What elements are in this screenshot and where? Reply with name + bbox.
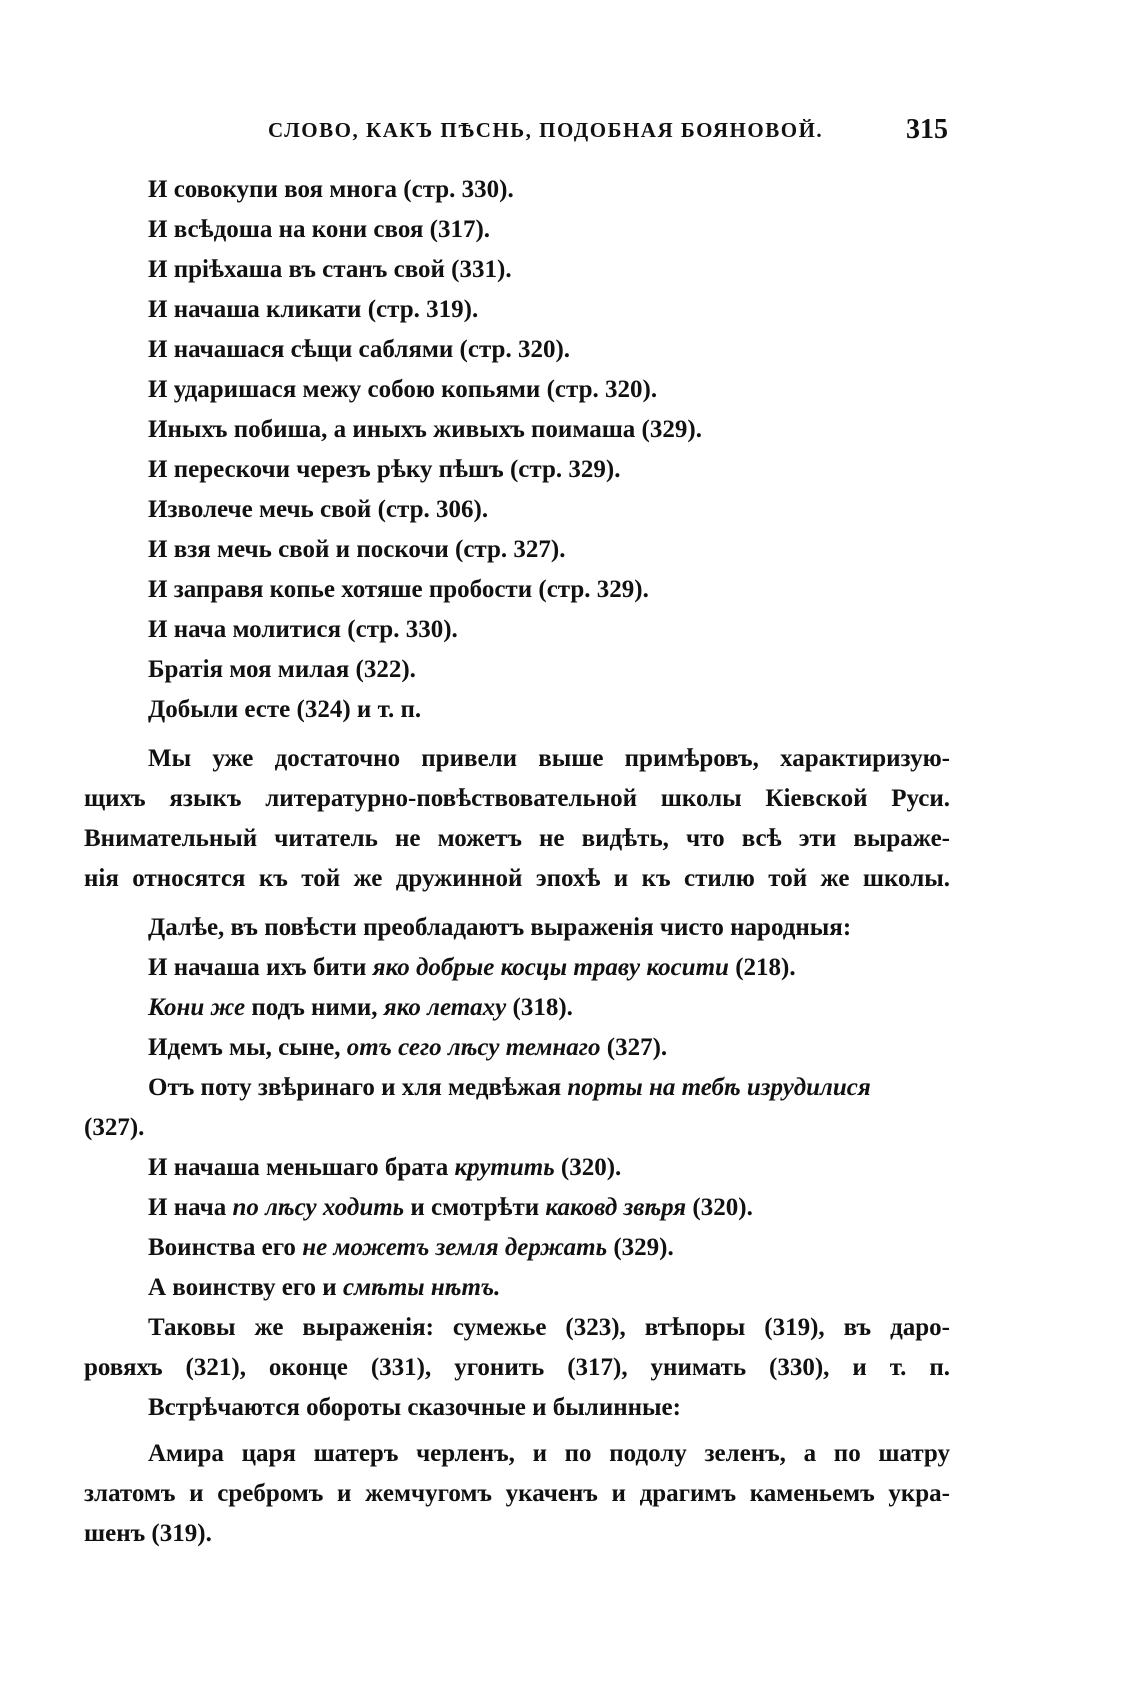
- folk-section-cont: [84, 1148, 950, 1308]
- folk-example: Отъ поту звѣринаго и хля медвѣжая порты на тебѣ изрудилися: [148, 1074, 871, 1101]
- example-list: [84, 170, 950, 730]
- paragraph-dialect: [84, 739, 950, 899]
- example-line: И всѣдоша на кони своя (317).: [148, 216, 491, 243]
- folk-example: А воинству его и смѣты нѣтъ.: [148, 1274, 501, 1301]
- example-line: И взя мечь свой и поскочи (стр. 327).: [148, 536, 566, 563]
- paragraph-line: ровяхъ (321), оконце (331), угонить (317), унимать (330), и т. п.: [84, 1354, 950, 1381]
- paragraph-line: Мы уже достаточно привели выше примѣровъ, характиризую-: [148, 745, 950, 772]
- example-line: И начаша кликати (стр. 319).: [148, 296, 479, 323]
- paragraph-line: Таковы же выраженія: сумежье (323), втѣпоры (319), въ даро-: [148, 1314, 950, 1341]
- folk-example: И начаша меньшаго брата крутить (320).: [148, 1154, 622, 1181]
- paragraph-line: нія относятся къ той же дружинной эпохѣ и къ стилю той же школы.: [84, 865, 950, 892]
- folk-example: И начаша ихъ бити яко добрые косцы траву косити (218).: [148, 954, 796, 981]
- page-number: 315: [906, 114, 948, 145]
- paragraph-line: Внимательный читатель не можетъ не видѣть, что всѣ эти выраже-: [84, 825, 950, 852]
- section-intro: Далѣе, въ повѣсти преобладаютъ выраженія чисто народныя:: [148, 914, 852, 941]
- folk-example: Воинства его не можетъ земля держать (329).: [148, 1234, 674, 1261]
- example-line: И ударишася межу собою копьями (стр. 320).: [148, 376, 658, 403]
- paragraph-line: златомъ и сребромъ и жемчугомъ укаченъ и драгимъ каменьемъ укра-: [84, 1480, 950, 1507]
- example-line: И совокупи воя многа (стр. 330).: [148, 176, 514, 203]
- example-line: Братія моя милая (322).: [148, 656, 416, 683]
- example-line: Иныхъ побиша, а иныхъ живыхъ поимаша (329).: [148, 416, 702, 443]
- example-line: И пріѣхаша въ станъ свой (331).: [148, 256, 512, 283]
- running-head: СЛОВО, КАКЪ ПѢСНЬ, ПОДОБНАЯ БОЯНОВОЙ.: [268, 118, 824, 142]
- paragraph-line: Амира царя шатеръ черленъ, и по подолу зеленъ, а по шатру: [148, 1440, 950, 1467]
- example-line: И начашася сѣщи саблями (стр. 320).: [148, 336, 571, 363]
- folk-example: Кони же подъ ними, яко летаху (318).: [148, 994, 573, 1021]
- example-line: Добыли есте (324) и т. п.: [148, 696, 422, 723]
- page-header: [268, 114, 948, 158]
- section-intro: Встрѣчаются обороты сказочные и былинные:: [148, 1394, 681, 1421]
- folk-example-continuation: (327).: [84, 1114, 145, 1141]
- folk-example: Идемъ мы, сыне, отъ сего лѣсу темнаго (327).: [148, 1034, 668, 1061]
- body-text: [84, 170, 950, 1554]
- folk-section: [84, 908, 950, 1108]
- paragraph-line: шенъ (319).: [84, 1520, 212, 1547]
- folk-example: И нача по лѣсу ходить и смотрѣти каковд звѣря (320).: [148, 1194, 753, 1221]
- example-line: Изволече мечь свой (стр. 306).: [148, 496, 489, 523]
- example-line: И нача молитися (стр. 330).: [148, 616, 458, 643]
- example-line: И перескочи черезъ рѣку пѣшъ (стр. 329).: [148, 456, 621, 483]
- paragraph-tale: [84, 1434, 950, 1554]
- paragraph-words: [84, 1308, 950, 1388]
- example-line: И заправя копье хотяше пробости (стр. 329).: [148, 576, 649, 603]
- paragraph-line: щихъ языкъ литературно-повѣствовательной школы Кіевской Руси.: [84, 785, 950, 812]
